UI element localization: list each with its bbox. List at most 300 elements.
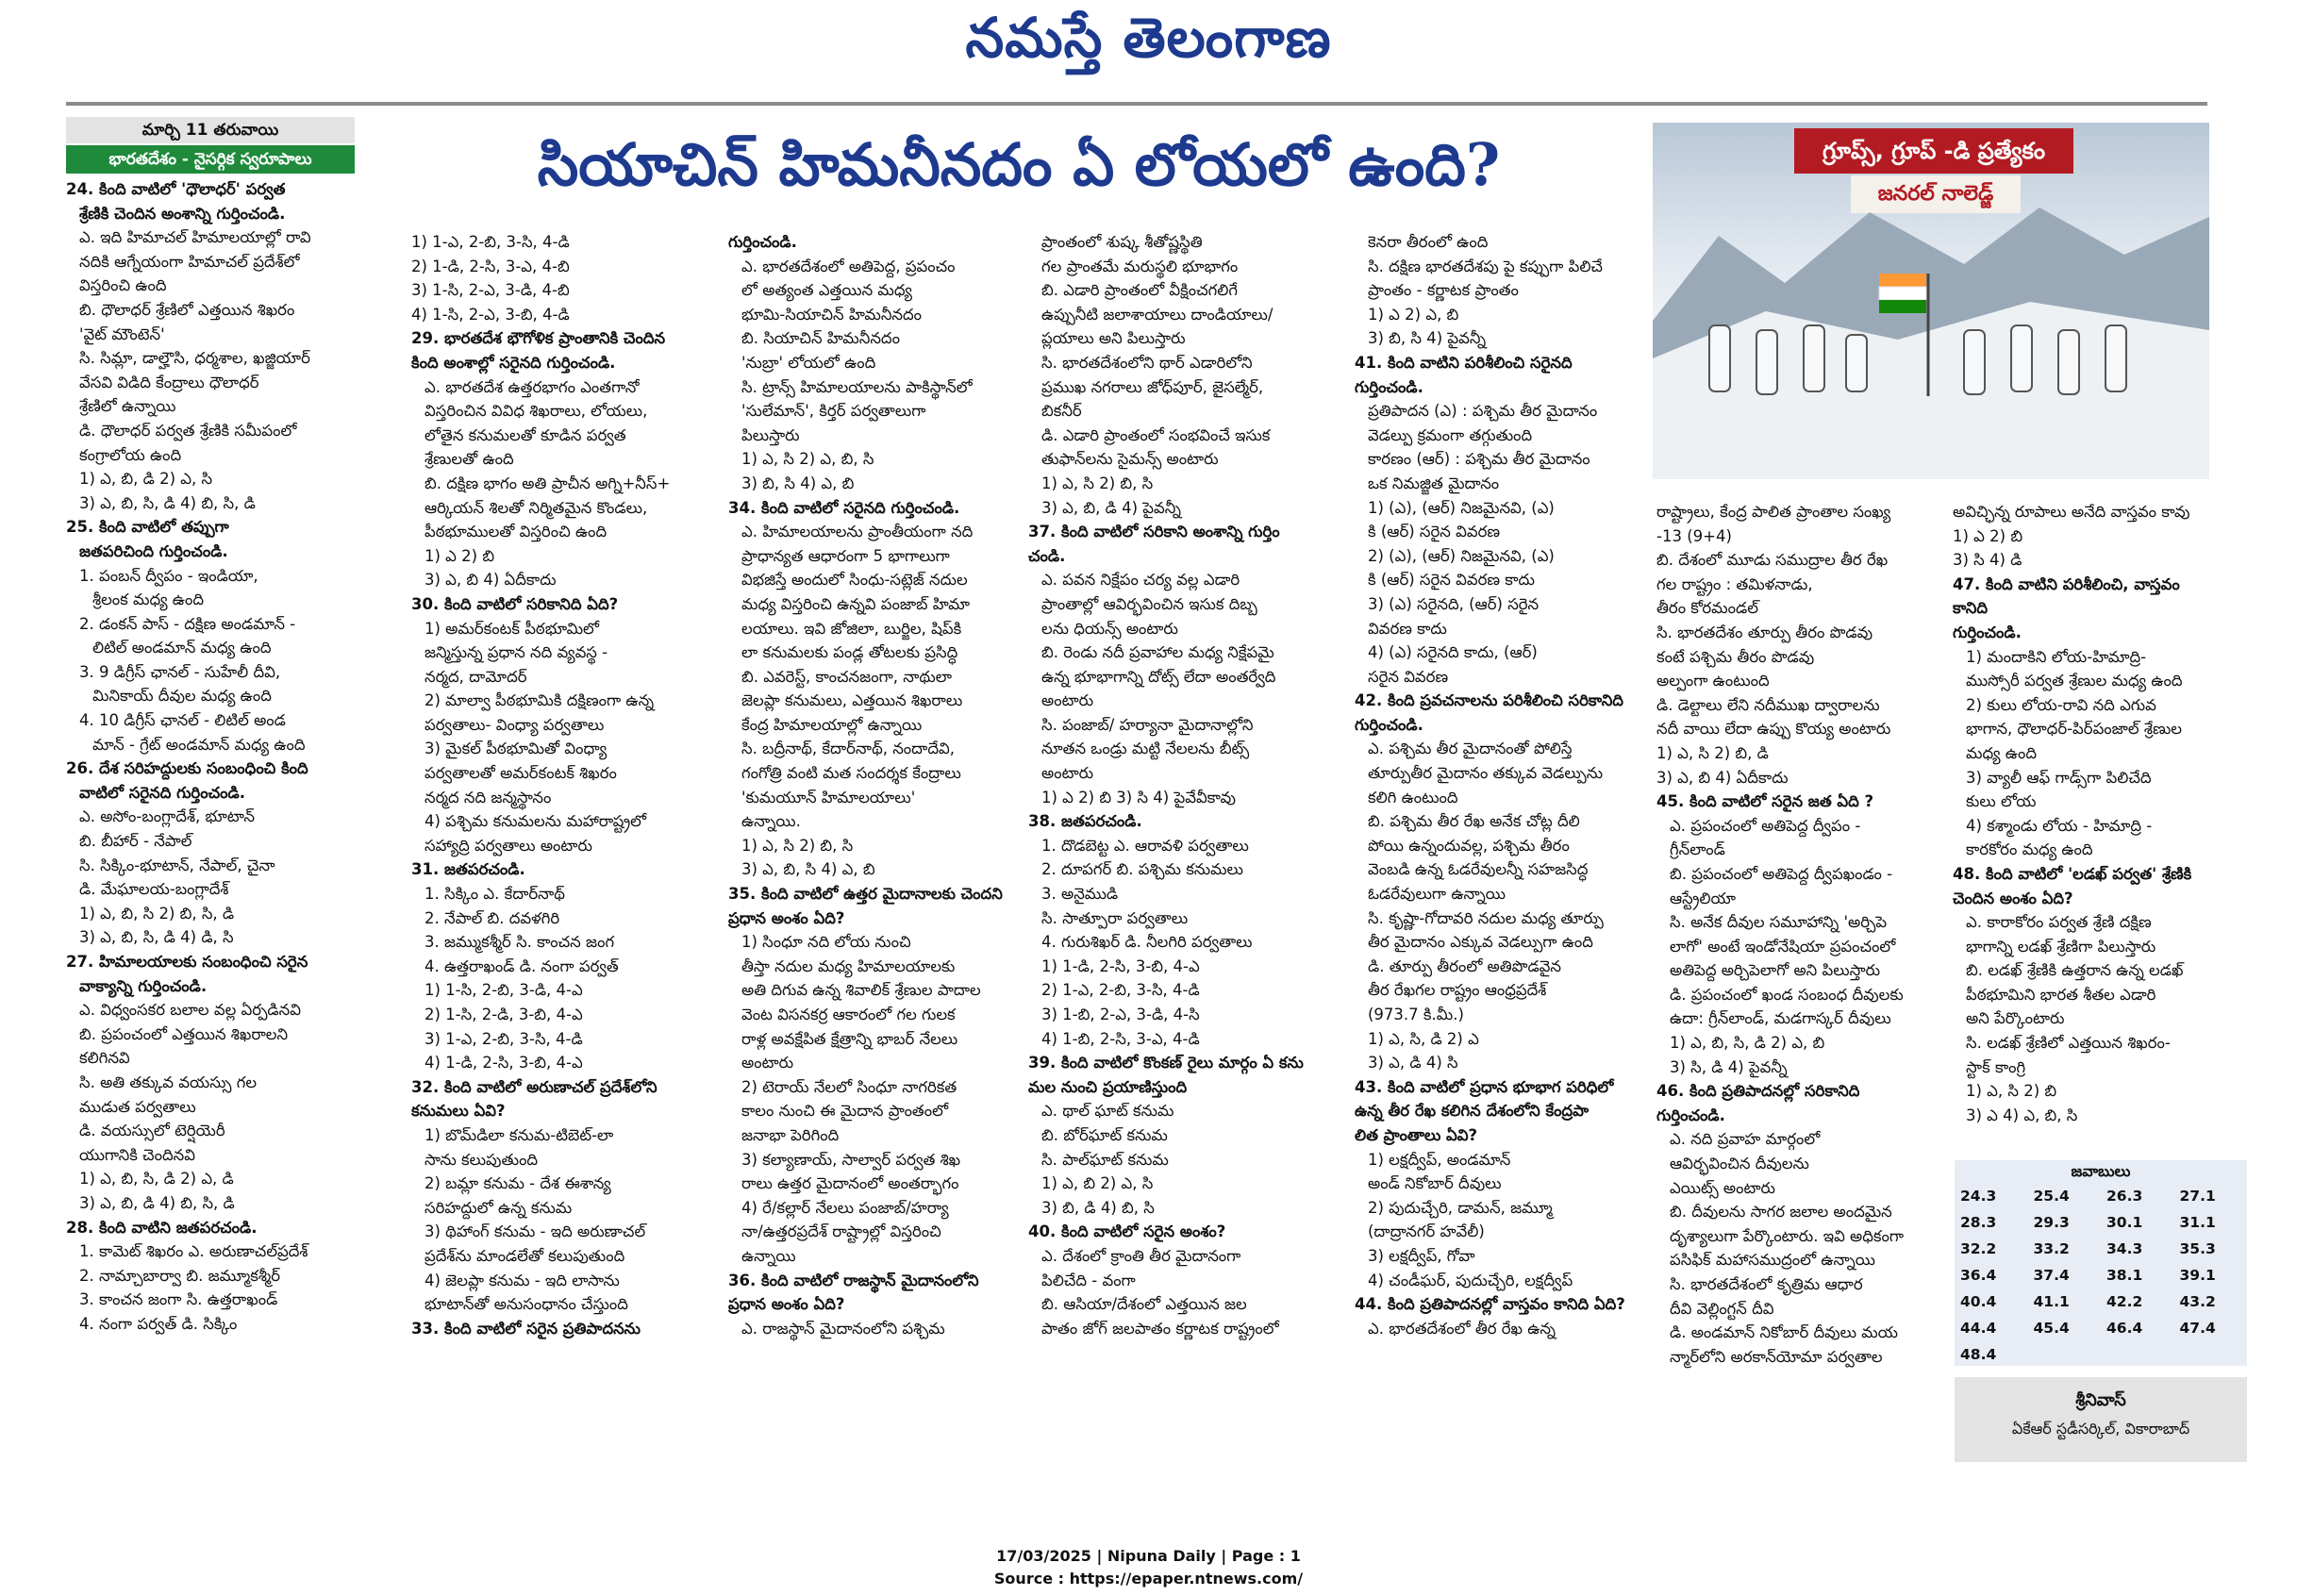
column-6 bbox=[1656, 500, 1917, 1438]
answer-cell: 40.4 bbox=[1960, 1293, 1997, 1310]
text-line: నదికి ఆగ్నేయంగా హిమాచల్ ప్రదేశ్‌లో bbox=[79, 252, 300, 271]
text-line: డి. ధౌలాధర్ పర్వత శ్రేణికి సమీపంలో bbox=[79, 421, 297, 440]
text-line: 1) ఎ, బి 2) ఎ, సి bbox=[1041, 1174, 1154, 1193]
text-line: బి. ప్రపంచంలో అతిపెద్ద ద్వీపఖండం - bbox=[1670, 864, 1893, 883]
text-line: మినికాయ్ దీవుల మధ్య ఉంది bbox=[92, 687, 272, 706]
text-line: పర్వతాలతో అమర్‌కంటక్ శిఖరం bbox=[424, 764, 617, 783]
text-line: శ్రేణులతో ఉంది bbox=[424, 450, 514, 469]
text-line: పాతం జోగ్ జలపాతం కర్ణాటక రాష్ట్రంలో bbox=[1041, 1319, 1279, 1338]
answer-cell bbox=[2028, 1341, 2102, 1368]
text-line: అని పేర్కొంటారు bbox=[1966, 1009, 2065, 1028]
answer-cell bbox=[2101, 1341, 2174, 1368]
text-line: బి. ఎవరెస్ట్, కాంచనజంగా, నాథులా bbox=[741, 667, 953, 686]
text-line: ఆర్కియన్ శిలతో నిర్మితమైన కొండలు, bbox=[424, 498, 648, 517]
answer-cell bbox=[2174, 1341, 2248, 1368]
text-line: 2) బమ్లా కనుమ - దేశ ఈశాన్య bbox=[424, 1174, 611, 1193]
text-line: 4. గురుశిఖర్ డి. నీలగిరి పర్వతాలు bbox=[1041, 933, 1253, 952]
answer-cell: 43.2 bbox=[2179, 1293, 2216, 1310]
text-line: (దాద్రానగర్ హవేలీ) bbox=[1368, 1222, 1485, 1241]
text-line: 3) ఎ, బి 4) ఏదీకాదు bbox=[424, 571, 557, 590]
text-line: బికనీర్ bbox=[1041, 402, 1082, 421]
text-line: పిలిచేది - వంగా bbox=[1041, 1271, 1136, 1289]
text-line: 1. దొడబెట్ట ఎ. ఆరావళి పర్వతాలు bbox=[1041, 836, 1249, 855]
text-line: 1) మందాకిని లోయ-హిమాద్రి- bbox=[1966, 647, 2147, 666]
text-line: 30. కింది వాటిలో సరికానిది ఏది? bbox=[411, 594, 619, 613]
text-line: 47. కింది వాటిని పరిశీలించి, వాస్తవం కానిది bbox=[1953, 574, 2180, 618]
answer-cell: 31.1 bbox=[2179, 1214, 2216, 1231]
text-line: విభజిస్తే అందులో సింధు-సట్లెజ్ నదుల bbox=[741, 571, 968, 590]
text-line: 3) ఎ, బి, సి, డి 4) బి, సి, డి bbox=[79, 493, 256, 512]
text-line: 3. అనైముడి bbox=[1041, 885, 1119, 904]
text-line: శ్రీలంక మధ్య ఉంది bbox=[92, 590, 204, 609]
text-line: 2) 1-డి, 2-సి, 3-ఎ, 4-బి bbox=[411, 257, 570, 275]
text-line: శ్రేణిలో ఉన్నాయి bbox=[79, 397, 176, 416]
text-line: కలిగి ఉంటుంది bbox=[1368, 788, 1458, 806]
text-line: 25. కింది వాటిలో తప్పుగా bbox=[66, 518, 229, 537]
text-line: 3) లక్షద్వీప్, గోవా bbox=[1368, 1246, 1475, 1265]
text-line: వాటిలో సరైనది గుర్తించండి. bbox=[79, 783, 245, 802]
kicker-date: మార్చి 11 తరువాయి bbox=[66, 117, 355, 143]
text-line: సరిహద్దులో ఉన్న కనుమ bbox=[424, 1198, 573, 1217]
text-line: సి. భారతదేశంలోని థార్ ఎడారిలోని bbox=[1041, 353, 1253, 372]
text-line: అంటారు bbox=[741, 1054, 794, 1072]
text-line: 4) (ఎ) సరైనది కాదు, (ఆర్) bbox=[1368, 643, 1538, 662]
text-line: ఎ. పవన నిక్షేపం చర్య వల్ల ఎడారి bbox=[1041, 571, 1240, 590]
text-line: సి. సిమ్లా, డాల్హౌసి, ధర్మశాల, ఖజ్జియార్ bbox=[79, 349, 310, 368]
soldiers-photo-illustration bbox=[1653, 123, 2209, 479]
answer-cell: 36.4 bbox=[1960, 1267, 1997, 1284]
footer-date: 17/03/2025 | Nipuna Daily | Page : 1 bbox=[996, 1547, 1301, 1565]
text-line: బి. ప్రపంచంలో ఎత్తయిన శిఖరాలని bbox=[79, 1024, 289, 1043]
text-line: ఎ. ప్రపంచంలో అతిపెద్ద ద్వీపం - bbox=[1670, 816, 1861, 835]
text-line: వెంట విసనకర్ర ఆకారంలో గల గులక bbox=[741, 1006, 956, 1023]
text-line: గుర్తించండి. bbox=[728, 233, 797, 251]
text-line: 32. కింది వాటిలో అరుణాచల్ ప్రదేశ్‌లోని bbox=[411, 1077, 657, 1096]
text-line: ఉన్న తీర రేఖ కలిగిన దేశంలోని కేంద్రపా bbox=[1355, 1102, 1590, 1121]
answer-cell: 24.3 bbox=[1960, 1188, 1997, 1205]
text-line: జనాభా పెరిగింది bbox=[741, 1125, 840, 1144]
text-line: సి. ట్రాన్స్ హిమాలయాలను పాకిస్థాన్‌లో bbox=[741, 377, 973, 396]
text-line: ఉన్నాయి. bbox=[741, 812, 801, 831]
text-line: ఆస్ట్రేలియా bbox=[1670, 889, 1737, 907]
text-line: 34. కింది వాటిలో సరైనది గుర్తించండి. bbox=[728, 498, 960, 517]
text-line: బి. రెండు నదీ ప్రవాహాల మధ్య నిక్షేపమై bbox=[1041, 643, 1274, 662]
text-line: లిత ప్రాంతాలు ఏవి? bbox=[1355, 1125, 1478, 1144]
text-line: ప్రాంతం - కర్ణాటక ప్రాంతం bbox=[1368, 281, 1519, 300]
text-line: ప్రాంతంలో శుష్క శీతోష్ణస్థితి bbox=[1041, 233, 1203, 251]
text-line: జెలప్లా కనుమలు, ఎత్తయిన శిఖరాలు bbox=[741, 691, 963, 710]
text-line: సి. సిక్కిం-భూటాన్, నేపాల్, చైనా bbox=[79, 856, 275, 874]
text-line: సి. అతి తక్కువ వయస్సు గల bbox=[79, 1072, 258, 1091]
text-line: 1) ఎ, సి 2) ఎ, బి, సి bbox=[741, 450, 874, 469]
text-line: 1. సిక్కిం ఎ. కేదార్‌నాథ్ bbox=[424, 885, 565, 904]
text-line: కి (ఆర్) సరైన వివరణ కాదు bbox=[1368, 571, 1535, 590]
text-line: ఎ. పశ్చిమ తీర మైదానంతో పోలిస్తే bbox=[1368, 740, 1573, 758]
text-line: 3) థిహాంగ్ కనుమ - ఇది అరుణాచల్ bbox=[424, 1222, 646, 1241]
text-line: ఉన్నాయి bbox=[741, 1246, 796, 1265]
text-line: డి. అండమాన్ నికోబార్ దీవులు మయ bbox=[1670, 1323, 1898, 1342]
answer-row bbox=[1955, 1209, 2247, 1236]
text-line: 4. నంగా పర్వత్ డి. సిక్కిం bbox=[79, 1314, 238, 1333]
answer-cell: 44.4 bbox=[1960, 1320, 1997, 1337]
text-line: కారణం (ఆర్) : పశ్చిమ తీర మైదానం bbox=[1368, 450, 1590, 469]
text-line: 3) బి, సి 4) పైవన్నీ bbox=[1368, 329, 1487, 348]
text-line: పీఠభూమిని భారత శీతల ఎడారి bbox=[1966, 985, 2156, 1004]
text-line: తీర రేఖగల రాష్ట్రం ఆంధ్రప్రదేశ్ bbox=[1368, 981, 1547, 1000]
text-line: ఎ. కారాకోరం పర్వత శ్రేణి దక్షిణ bbox=[1966, 913, 2152, 932]
answer-cell: 45.4 bbox=[2033, 1320, 2070, 1337]
text-line: మధ్య ఉంది bbox=[1966, 743, 2037, 762]
text-line: కెనరా తీరంలో ఉంది bbox=[1368, 233, 1489, 251]
text-line: 28. కింది వాటిని జతపరచండి. bbox=[66, 1218, 258, 1237]
text-line: సి. లడఖ్ శ్రేణిలో ఎత్తయిన శిఖరం- bbox=[1966, 1034, 2171, 1053]
text-line: 1. కామెట్ శిఖరం ఎ. అరుణాచల్‌ప్రదేశ్ bbox=[79, 1242, 308, 1261]
text-line: సి. సాత్పూరా పర్వతాలు bbox=[1041, 908, 1189, 927]
text-line: ఎ. ఇది హిమాచల్ హిమాలయాల్లో రావి bbox=[79, 228, 311, 247]
text-line: 4) జెలప్లా కనుమ - ఇది లాసాను bbox=[424, 1271, 620, 1289]
text-line: 33. కింది వాటిలో సరైన ప్రతిపాదనను bbox=[411, 1319, 641, 1338]
text-line: 45. కింది వాటిలో సరైన జత ఏది ? bbox=[1656, 792, 1874, 811]
text-line: లయాలు. ఇవి జోజిలా, బుర్జిల, షిప్‌కి bbox=[741, 619, 962, 638]
author-box bbox=[1955, 1377, 2247, 1462]
text-line: అండ్ నికోబార్ దీవులు bbox=[1368, 1174, 1502, 1193]
text-line: 2. డంకన్ పాస్ - దక్షిణ అండమాన్ - bbox=[79, 614, 296, 633]
text-line: పర్వతాలు- వింధ్యా పర్వతాలు bbox=[424, 715, 605, 734]
text-line: 4) 1-బి, 2-సి, 3-ఎ, 4-డి bbox=[1041, 1029, 1200, 1048]
text-line: ఎ. రాజస్థాన్ మైదానంలోని పశ్చిమ bbox=[741, 1319, 945, 1338]
answer-cell: 38.1 bbox=[2106, 1267, 2143, 1284]
text-line: 1) బొమ్‌డిలా కనుమ-టిబెట్-లా bbox=[424, 1125, 614, 1144]
text-line: మధ్య విస్తరించి ఉన్నవి పంజాబ్ హిమా bbox=[741, 594, 971, 613]
text-line: కనుమలు ఏవి? bbox=[411, 1102, 506, 1121]
text-line: 'నుబ్రా' లోయలో ఉంది bbox=[741, 353, 876, 372]
text-line: ఎ. భారతదేశ ఉత్తరభాగం ఎంతగానో bbox=[424, 377, 640, 396]
answer-row bbox=[1955, 1236, 2247, 1262]
text-line: తూర్పుతీర మైదానం తక్కువ వెడల్పును bbox=[1368, 764, 1604, 783]
text-line: బి. లడఖ్ శ్రేణికి ఉత్తరాన ఉన్న లడఖ్ bbox=[1966, 961, 2184, 980]
answer-cell: 41.1 bbox=[2033, 1293, 2070, 1310]
text-line: 4) 1-సి, 2-ఎ, 3-బి, 4-డి bbox=[411, 305, 570, 324]
text-line: ప్రాంతాల్లో ఆవిర్భవించిన ఇసుక దిబ్బ bbox=[1041, 594, 1257, 613]
text-line: 2) 1-సి, 2-డి, 3-బి, 4-ఎ bbox=[424, 1006, 583, 1023]
text-line: ప్లయాలు అని పిలుస్తారు bbox=[1041, 329, 1186, 348]
answer-cell: 46.4 bbox=[2106, 1320, 2143, 1337]
text-line: 3) ఎ, బి 4) ఏదీకాదు bbox=[1656, 768, 1789, 787]
text-line: 1) సింధూ నది లోయ నుంచి bbox=[741, 933, 911, 952]
footer-source[interactable]: Source : https://epaper.ntnews.com/ bbox=[993, 1570, 1304, 1588]
text-line: ఓడరేవులుగా ఉన్నాయి bbox=[1368, 885, 1506, 904]
text-line: 1) ఎ, బి, సి 2) బి, సి, డి bbox=[79, 904, 235, 923]
text-line: సరైన వివరణ bbox=[1368, 667, 1449, 686]
text-line: అంటారు bbox=[1041, 764, 1094, 783]
text-line: సి. పంజాబ్/ హర్యానా మైదానాల్లోని bbox=[1041, 715, 1254, 734]
text-line: రాలు ఉత్తర మైదానంలో అంతర్భాగం bbox=[741, 1174, 959, 1193]
text-line: ప్రతిపాదన (ఎ) : పశ్చిమ తీర మైదానం bbox=[1368, 402, 1598, 421]
text-line: నా/ఉత్తరప్రదేశ్ రాష్ట్రాల్లో విస్తరించి bbox=[741, 1222, 941, 1241]
answer-cell: 30.1 bbox=[2106, 1214, 2143, 1231]
text-line: లను ధియన్స్ అంటారు bbox=[1041, 619, 1178, 638]
text-line: 1) ఎ 2) బి bbox=[1953, 526, 2023, 545]
text-line: మల నుంచి ప్రయాణిస్తుంది bbox=[1028, 1077, 1188, 1096]
text-line: 42. కింది ప్రవచనాలను పరిశీలించి సరికానిది bbox=[1355, 691, 1623, 710]
text-line: నర్మద, దామోదర్ bbox=[424, 667, 527, 686]
text-line: ఎ. అసోం-బంగ్లాదేశ్, భూటాన్ bbox=[79, 807, 255, 826]
answer-cell: 42.2 bbox=[2106, 1293, 2143, 1310]
text-line: వెంబడి ఉన్న ఓడరేవులన్నీ సహజసిద్ధ bbox=[1368, 860, 1589, 879]
answer-row bbox=[1955, 1183, 2247, 1209]
text-line: 3) ఎ 4) ఎ, బి, సి bbox=[1966, 1106, 2078, 1124]
text-line: 4. ఉత్తరాఖండ్ డి. నంగా పర్వత్ bbox=[424, 956, 619, 975]
text-line: రాష్ట్రాలు, కేంద్ర పాలిత ప్రాంతాల సంఖ్య bbox=[1656, 503, 1891, 521]
text-line: 2) మాల్వా పీఠభూమికి దక్షిణంగా ఉన్న bbox=[424, 691, 655, 710]
text-line: 2. నామ్చాబార్వా బి. జమ్మూకశ్మీర్ bbox=[79, 1266, 281, 1285]
text-line: ఒక నిమజ్జిత మైదానం bbox=[1368, 474, 1500, 492]
column-7 bbox=[1953, 500, 2209, 1124]
text-line: 'కుమయూన్ హిమాలయాలు' bbox=[741, 788, 916, 806]
text-line: 1) ఎ, బి, సి, డి 2) ఎ, బి bbox=[1670, 1034, 1825, 1053]
text-line: రాళ్ల అవక్షేపిత క్షేత్రాన్ని భాబర్ నేలలు bbox=[741, 1029, 958, 1048]
text-line: 1) 1-డి, 2-సి, 3-బి, 4-ఎ bbox=[1041, 956, 1200, 975]
text-line: బి. దీవులను సాగర జలాల అందమైన bbox=[1670, 1203, 1892, 1222]
text-line: 1) 1-సి, 2-బి, 3-డి, 4-ఎ bbox=[424, 981, 583, 1000]
answer-cell: 39.1 bbox=[2179, 1267, 2216, 1284]
text-line: చెందిన అంశం ఏది? bbox=[1953, 889, 2073, 907]
text-line: (973.7 కి.మీ.) bbox=[1368, 1006, 1464, 1023]
text-line: సహ్యాద్రి పర్వతాలు అంటారు bbox=[424, 836, 592, 855]
text-line: పీఠభూములతో విస్తరించి ఉంది bbox=[424, 523, 608, 541]
answer-cell: 26.3 bbox=[2106, 1188, 2143, 1205]
headline: సియాచిన్ హిమనీనదం ఏ లోయలో ఉంది? bbox=[537, 130, 1501, 199]
text-line: 41. కింది వాటిని పరిశీలించి సరైనది bbox=[1355, 353, 1573, 372]
text-line: 3) వ్యాలీ ఆఫ్ గాడ్స్‌గా పిలిచేది bbox=[1966, 768, 2152, 787]
text-line: సి. అనేక దీవుల సమూహాన్ని 'అర్చిపె bbox=[1670, 913, 1888, 932]
text-line: 3) కల్యాణాయ్, సాల్వార్ పర్వత శిఖ bbox=[741, 1150, 961, 1169]
text-line: బి. ఆసియా/దేశంలో ఎత్తయిన జల bbox=[1041, 1295, 1247, 1314]
text-line: గుర్తించండి. bbox=[1656, 1106, 1725, 1124]
text-line: 'వైట్ మౌంటెన్' bbox=[79, 324, 165, 343]
masthead: నమస్తే తెలంగాణ bbox=[965, 6, 1332, 70]
text-line: బి. ధౌలాధర్ శ్రేణిలో ఎత్తయిన శిఖరం bbox=[79, 300, 295, 319]
text-line: 3) సి 4) డి bbox=[1953, 551, 2022, 570]
text-line: 4. 10 డిగ్రీస్ ఛానల్ - లిటిల్ అండ bbox=[79, 711, 286, 730]
text-line: పోయి ఉన్నందువల్ల, పశ్చిమ తీరం bbox=[1368, 836, 1570, 855]
text-line: ప్రధాన అంశం ఏది? bbox=[728, 908, 845, 927]
text-line: 1) ఎ, సి, డి 2) ఎ bbox=[1368, 1029, 1479, 1048]
text-line: కింది అంశాల్లో సరైనది గుర్తించండి. bbox=[411, 353, 616, 372]
answer-key-title: జవాబులు bbox=[2071, 1162, 2131, 1180]
text-line: తీర మైదానం ఎక్కువ వెడల్పుగా ఉంది bbox=[1368, 933, 1593, 952]
text-line: వేసవి విడిది కేంద్రాలు ధౌలాధర్ bbox=[79, 373, 259, 391]
text-line: సి. భారతదేశంలో కృత్రిమ ఆధార bbox=[1670, 1275, 1863, 1293]
text-line: 3) బి, సి 4) ఎ, బి bbox=[741, 474, 855, 492]
text-line: సాను కలుపుతుంది bbox=[424, 1150, 539, 1169]
text-line: పసిఫిక్ మహాసముద్రంలో ఉన్నాయి bbox=[1670, 1251, 1875, 1270]
text-line: 3) బి, డి 4) బి, సి bbox=[1041, 1198, 1155, 1217]
text-line: ముడుత పర్వతాలు bbox=[79, 1097, 196, 1116]
column-2 bbox=[411, 230, 694, 1438]
text-line: 1) ఎ 2) బి 3) సి 4) పైవేవీకావు bbox=[1041, 788, 1236, 806]
author-place: ఏకేఆర్ స్టడీసర్కిల్, వికారాబాద్ bbox=[2011, 1420, 2190, 1438]
text-line: సి. దక్షిణ భారతదేశపు పై కప్పుగా పిలిచే bbox=[1368, 257, 1603, 275]
text-line: 3) ఎ, బి, సి 4) ఎ, బి bbox=[741, 860, 875, 879]
text-line: 46. కింది ప్రతిపాదనల్లో సరికానిది bbox=[1656, 1082, 1860, 1101]
text-line: 3) 1-సి, 2-ఎ, 3-డి, 4-బి bbox=[411, 281, 570, 300]
text-line: 2) కులు లోయ-రావి నది ఎగువ bbox=[1966, 695, 2156, 714]
text-line: 27. హిమాలయాలకు సంబంధించి సరైన bbox=[66, 953, 308, 971]
text-line: 43. కింది వాటిలో ప్రధాన భూభాగ పరిధిలో bbox=[1355, 1077, 1614, 1096]
text-line: గుర్తించండి. bbox=[1953, 623, 2022, 641]
text-line: అతిపెద్ద అర్చిపెలాగో అని పిలుస్తారు bbox=[1670, 961, 1881, 980]
text-line: డి. మేఘాలయ-బంగ్లాదేశ్ bbox=[79, 880, 229, 899]
text-line: 3. జమ్ముకశ్మీర్ సి. కాంచన జంగ bbox=[424, 933, 615, 952]
text-line: 1) లక్షద్వీప్, అండమాన్ bbox=[1368, 1150, 1511, 1169]
text-line: బి. బోర్‌ఘాట్ కనుమ bbox=[1041, 1125, 1168, 1144]
masthead-rule bbox=[66, 102, 2207, 106]
text-line: ఎ. థాల్ ఘాట్ కనుమ bbox=[1041, 1102, 1174, 1121]
text-line: భూమి-సియాచిన్ హిమనీనదం bbox=[741, 305, 923, 324]
text-line: 3) ఎ, బి, డి 4) బి, సి, డి bbox=[79, 1193, 235, 1212]
text-line: 2) టెరాయ్ నేలలో సింధూ నాగరికత bbox=[741, 1077, 957, 1096]
text-line: 1) ఎ, సి 2) బి, సి bbox=[741, 836, 854, 855]
text-line: సి. బద్రీనాథ్, కేదార్‌నాథ్, నందాదేవి, bbox=[741, 740, 955, 758]
text-line: విస్తరించిన వివిధ శిఖరాలు, లోయలు, bbox=[424, 402, 648, 421]
text-line: బి. సియాచిన్ హిమనీనదం bbox=[741, 329, 900, 348]
text-line: వాక్యాన్ని గుర్తించండి. bbox=[79, 976, 208, 995]
column-5 bbox=[1355, 230, 1638, 1438]
text-line: 26. దేశ సరిహద్దులకు సంబంధించి కింది bbox=[66, 759, 308, 778]
answer-cell: 25.4 bbox=[2033, 1188, 2070, 1205]
text-line: 2. దూపగర్ బి. పశ్చిమ కనుమలు bbox=[1041, 860, 1243, 879]
text-line: 3) మైకల్ పీఠభూమితో వింధ్యా bbox=[424, 740, 608, 758]
text-line: ప్రాధాన్యత ఆధారంగా 5 భాగాలుగా bbox=[741, 546, 950, 565]
answer-cell: 32.2 bbox=[1960, 1240, 1997, 1257]
answer-cell: 34.3 bbox=[2106, 1240, 2143, 1257]
text-line: కి (ఆర్) సరైన వివరణ bbox=[1368, 523, 1501, 541]
text-line: కాలం నుంచి ఈ మైదాన ప్రాంతంలో bbox=[741, 1102, 949, 1121]
text-line: డి. డెల్టాలు లేని నదీముఖ ద్వారాలను bbox=[1656, 695, 1880, 714]
text-line: 4) 1-డి, 2-సి, 3-బి, 4-ఎ bbox=[424, 1054, 583, 1072]
text-line: డి. ఎడారి ప్రాంతంలో సంభవించే ఇసుక bbox=[1041, 425, 1271, 444]
text-line: నూతన ఒండ్రు మట్టి నేలలను బీట్స్ bbox=[1041, 740, 1250, 758]
text-line: 'సులేమాన్', కిర్తర్ పర్వతాలుగా bbox=[741, 402, 926, 421]
text-line: మాన్ - గ్రేట్ అండమాన్ మధ్య ఉంది bbox=[92, 735, 306, 754]
text-line: ఉప్పునీటి జలాశాయాలు దాండియాలు/ bbox=[1041, 305, 1273, 324]
text-line: 4) పశ్చిమ కనుమలను మహారాష్ట్రలో bbox=[424, 812, 647, 831]
text-line: వెడల్పు క్రమంగా తగ్గుతుంది bbox=[1368, 425, 1533, 444]
text-line: 1) ఎ, బి, డి 2) ఎ, సి bbox=[79, 470, 213, 489]
text-line: ప్రముఖ నగరాలు జోధ్‌పూర్, జైసల్మేర్, bbox=[1041, 377, 1264, 396]
text-line: సి. భారతదేశం తూర్పు తీరం పొడవు bbox=[1656, 623, 1873, 641]
text-line: బి. పశ్చిమ తీర రేఖ అనేక చోట్ల దీలి bbox=[1368, 812, 1580, 831]
text-line: 3. కాంచన జంగా సి. ఉత్తరాఖండ్ bbox=[79, 1290, 278, 1309]
text-line: పిలుస్తారు bbox=[741, 425, 800, 444]
text-line: 29. భారతదేశ భౌగోళిక ప్రాంతానికి చెందిన bbox=[411, 329, 666, 348]
text-line: 2) పుదుచ్చేరి, డామన్, జమ్మూ bbox=[1368, 1198, 1553, 1217]
text-line: 48. కింది వాటిలో 'లడఖ్ పర్వత' శ్రేణికి bbox=[1953, 864, 2192, 883]
text-line: 1) ఎ, సి 2) బి, డి bbox=[1656, 743, 1769, 762]
text-line: లా కనుమలకు పండ్ల తోటలకు ప్రసిద్ధి bbox=[741, 643, 958, 662]
text-line: నర్మద నది జన్మస్థానం bbox=[424, 788, 552, 806]
text-line: ప్రధాన అంశం ఏది? bbox=[728, 1295, 845, 1314]
text-line: 3) 1-బి, 2-ఎ, 3-డి, 4-సి bbox=[1041, 1006, 1200, 1023]
author-name: శ్రీనివాస్ bbox=[2075, 1390, 2126, 1410]
text-line: లోతైన కనుమలతో కూడిన పర్వత bbox=[424, 425, 626, 444]
answer-cell: 48.4 bbox=[1960, 1346, 1997, 1363]
text-line: బి. ఎడారి ప్రాంతంలో వీక్షించగలిగే bbox=[1041, 281, 1239, 300]
text-line: ఉన్న భూభాగాన్ని దోట్స్ లేదా అంతర్వేది bbox=[1041, 667, 1276, 686]
text-line: కేంద్ర హిమాలయాల్లో ఉన్నాయి bbox=[741, 715, 923, 734]
text-line: గంగోత్రి వంటి మత సందర్శక కేంద్రాలు bbox=[741, 764, 961, 783]
text-line: శ్రేణికి చెందిన అంశాన్ని గుర్తించండి. bbox=[79, 204, 286, 223]
text-line: లిటిల్ అండమాన్ మధ్య ఉంది bbox=[92, 639, 272, 657]
text-line: ఎ. హిమాలయాలను ప్రాంతీయంగా నది bbox=[741, 523, 974, 541]
text-line: ప్రదేశ్‌ను మాండలేతో కలుపుతుంది bbox=[424, 1246, 625, 1265]
text-line: 4) కశ్మాండు లోయ - హిమాద్రి - bbox=[1966, 816, 2153, 835]
text-line: భాగాన్ని లడఖ్ శ్రేణిగా పిలుస్తారు bbox=[1966, 937, 2156, 956]
text-line: అతి దిగువ ఉన్న శివాలిక్ శ్రేణుల పాదాల bbox=[741, 981, 981, 1000]
text-line: ఎ. విధ్వంసకర బలాల వల్ల ఏర్పడినవి bbox=[79, 1001, 301, 1020]
text-line: 38. జతపరచండి. bbox=[1028, 812, 1142, 831]
text-line: 3) సి, డి 4) పైవన్నీ bbox=[1670, 1057, 1788, 1076]
text-line: ఎ. భారతదేశంలో అతిపెద్ద, ప్రపంచం bbox=[741, 257, 956, 275]
answer-cell: 33.2 bbox=[2033, 1240, 2070, 1257]
feature-photo bbox=[1653, 123, 2209, 479]
answer-cell: 47.4 bbox=[2179, 1320, 2216, 1337]
text-line: ముస్సోరీ పర్వత శ్రేణుల మధ్య ఉంది bbox=[1966, 672, 2183, 690]
column-4 bbox=[1028, 230, 1311, 1438]
text-line: డి. ప్రపంచంలో ఖండ సంబంధ దీవులకు bbox=[1670, 985, 1904, 1004]
text-line: గుర్తించండి. bbox=[1355, 377, 1423, 396]
text-line: భూటాన్‌తో అనుసంధానం చేస్తుంది bbox=[424, 1295, 628, 1314]
banner-group: గ్రూప్స్, గ్రూప్ -డి ప్రత్యేకం bbox=[1794, 128, 2073, 174]
answer-key bbox=[1955, 1160, 2247, 1366]
text-line: దీవి వెల్లింగ్టన్ దీవి bbox=[1670, 1299, 1774, 1318]
text-line: 1) ఎ 2) బి bbox=[424, 546, 495, 565]
text-line: లాగో' అంటే ఇండోనేషియా ప్రపంచంలో bbox=[1670, 937, 1896, 956]
text-line: 1) (ఎ), (ఆర్) నిజమైనవి, (ఎ) bbox=[1368, 498, 1555, 517]
text-line: తుఫాన్‌లను సైమన్స్ అంటారు bbox=[1041, 450, 1219, 469]
text-line: 3. 9 డిగ్రీస్ ఛానల్ - సుహేలీ దీవి, bbox=[79, 662, 281, 681]
text-line: 3) 1-ఎ, 2-బి, 3-సి, 4-డి bbox=[424, 1029, 583, 1048]
text-line: 31. జతపరచండి. bbox=[411, 860, 525, 879]
text-line: 35. కింది వాటిలో ఉత్తర మైదానాలకు చెందని bbox=[728, 885, 1003, 904]
text-line: వివరణ కాదు bbox=[1368, 619, 1447, 638]
text-line: 3) ఎ, డి 4) సి bbox=[1368, 1054, 1458, 1072]
text-line: జతపరిచింది గుర్తించండి. bbox=[79, 541, 228, 560]
text-line: గ్రీన్‌లాండ్ bbox=[1670, 840, 1725, 859]
text-line: కలిగినవి bbox=[79, 1049, 130, 1068]
text-line: 1) 1-ఎ, 2-బి, 3-సి, 4-డి bbox=[411, 233, 570, 251]
text-line: 1) ఎ, సి 2) బి, సి bbox=[1041, 474, 1154, 492]
answer-cell: 29.3 bbox=[2033, 1214, 2070, 1231]
answer-table bbox=[1955, 1183, 2247, 1368]
text-line: నదీ వాయి లేదా ఉప్పు కొయ్య అంటారు bbox=[1656, 720, 1891, 739]
answer-cell: 27.1 bbox=[2179, 1188, 2216, 1205]
text-line: తీస్తా నదుల మధ్య హిమాలయాలకు bbox=[741, 956, 956, 975]
text-line: -13 (9+4) bbox=[1656, 526, 1732, 545]
answer-cell: 35.3 bbox=[2179, 1240, 2216, 1257]
text-line: కారకోరం మధ్య ఉంది bbox=[1966, 840, 2093, 859]
text-line: లో అత్యంత ఎత్తయిన మధ్య bbox=[741, 281, 912, 300]
answer-row bbox=[1955, 1288, 2247, 1315]
text-line: 1) ఎ, సి 2) బి bbox=[1966, 1082, 2057, 1101]
text-line: స్టాక్ కాంగ్రి bbox=[1966, 1057, 2026, 1076]
answer-cell: 37.4 bbox=[2033, 1267, 2070, 1284]
text-line: గల రాష్ట్రం : తమిళనాడు, bbox=[1656, 574, 1813, 593]
text-line: 4) రే/కల్లార్ నేలలు పంజాబ్/హర్యా bbox=[741, 1198, 949, 1217]
text-line: గల ప్రాంతమే మరుస్థలి భూభాగం bbox=[1041, 257, 1239, 275]
text-line: కంటే పశ్చిమ తీరం పొడవు bbox=[1656, 647, 1815, 666]
